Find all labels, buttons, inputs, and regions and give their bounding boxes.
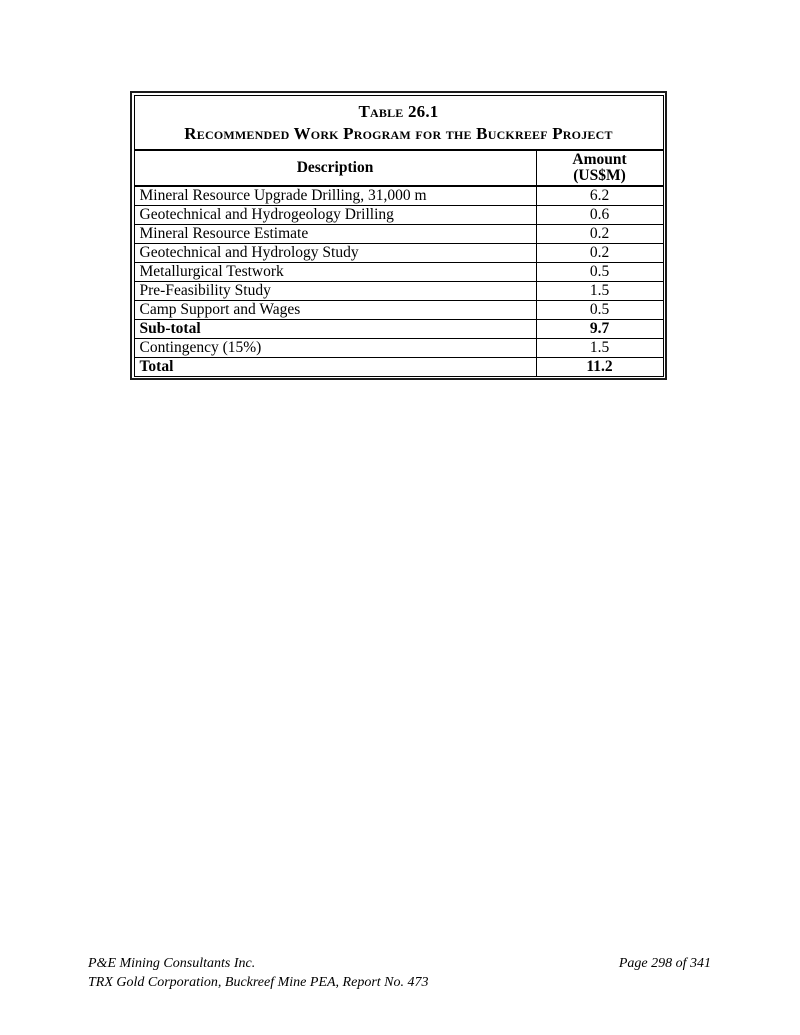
table-26-1: [134, 95, 664, 377]
row-amount: 0.5: [536, 300, 663, 319]
table-title-row: [134, 95, 663, 150]
row-description: Mineral Resource Upgrade Drilling, 31,000 m: [134, 186, 536, 206]
table-row: [134, 338, 663, 357]
work-program-table-frame: [130, 91, 667, 380]
table-row: [134, 243, 663, 262]
table-title: [134, 95, 663, 150]
table-caption: Recommended Work Program for the Buckreef Project: [184, 123, 613, 143]
footer-company-name: P&E Mining Consultants Inc.: [88, 956, 256, 971]
table-header-row: [134, 150, 663, 186]
row-amount: 0.2: [536, 243, 663, 262]
row-amount: 11.2: [536, 357, 663, 376]
row-amount: 0.6: [536, 205, 663, 224]
row-description: Contingency (15%): [134, 338, 536, 357]
page-footer: [88, 954, 711, 992]
table-body: [134, 186, 663, 377]
row-amount: 1.5: [536, 281, 663, 300]
row-amount: 1.5: [536, 338, 663, 357]
amount-header-line1: Amount: [572, 150, 627, 168]
column-header-amount: [536, 150, 663, 186]
row-description: Total: [134, 357, 536, 376]
row-amount: 0.5: [536, 262, 663, 281]
table-row: [134, 262, 663, 281]
row-amount: 9.7: [536, 319, 663, 338]
table-row: [134, 186, 663, 206]
amount-header-line2: (US$M): [573, 166, 626, 184]
row-description: Geotechnical and Hydrogeology Drilling: [134, 205, 536, 224]
row-description: Mineral Resource Estimate: [134, 224, 536, 243]
footer-report-reference: TRX Gold Corporation, Buckreef Mine PEA, Report No. 473: [88, 975, 429, 990]
table-row: [134, 319, 663, 338]
table-row: [134, 357, 663, 376]
row-description: Pre-Feasibility Study: [134, 281, 536, 300]
page-number: Page 298 of 341: [618, 956, 711, 971]
table-row: [134, 205, 663, 224]
table-row: [134, 300, 663, 319]
table-number: Table 26.1: [358, 101, 439, 121]
row-description: Metallurgical Testwork: [134, 262, 536, 281]
footer-left-block: [88, 954, 429, 992]
row-amount: 0.2: [536, 224, 663, 243]
column-header-description: Description: [134, 150, 536, 186]
table-row: [134, 281, 663, 300]
row-description: Sub-total: [134, 319, 536, 338]
row-amount: 6.2: [536, 186, 663, 206]
table-row: [134, 224, 663, 243]
row-description: Geotechnical and Hydrology Study: [134, 243, 536, 262]
row-description: Camp Support and Wages: [134, 300, 536, 319]
